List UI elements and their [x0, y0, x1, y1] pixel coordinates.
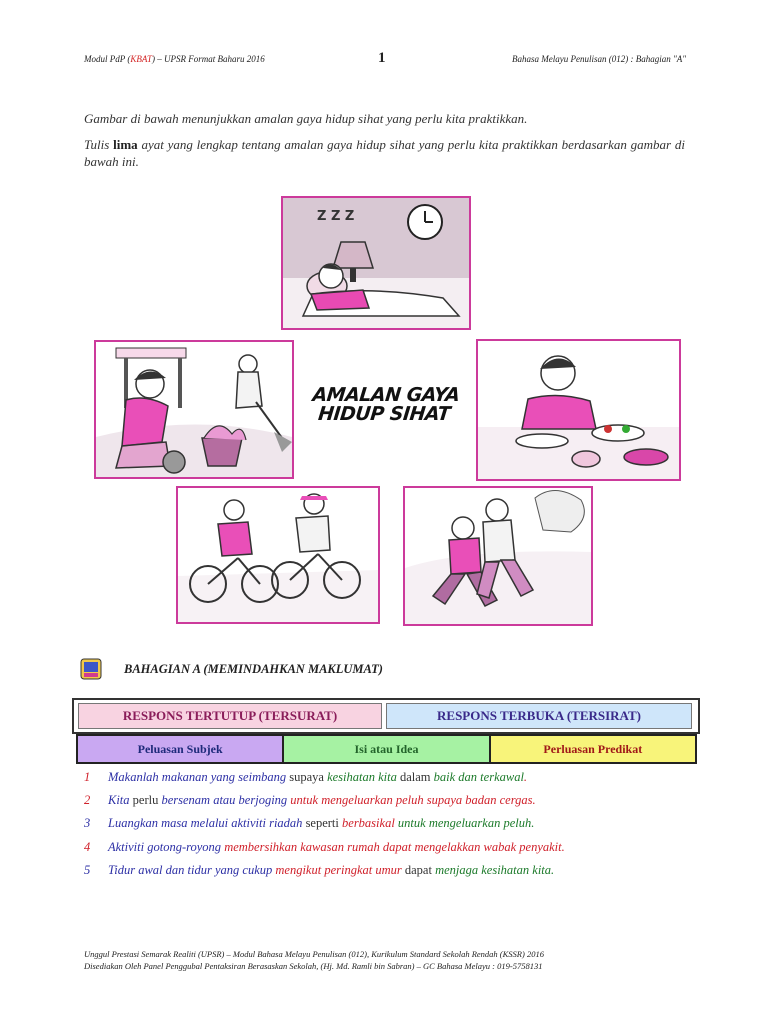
example-number: 1	[84, 770, 91, 784]
response-header-row	[72, 698, 700, 734]
header-kbat: KBAT	[130, 54, 152, 64]
subject-phrase: Makanlah makanan yang seimbang	[108, 770, 287, 784]
footer-line-2: Disediakan Oleh Panel Penggubal Pentaksiran Berasaskan Sekolah, (Hj. Md. Ramli bin Sabran) – GC Bahasa Melayu : 019-5758131	[84, 961, 543, 971]
instruction-line-1: Gambar di bawah menunjukkan amalan gaya hidup sihat yang perlu kita praktikkan.	[84, 111, 528, 126]
instruction-bold-word: lima	[113, 137, 138, 152]
picture-eating	[476, 339, 681, 481]
header-prefix: Modul PdP (	[84, 54, 131, 64]
picture-cycling	[176, 486, 380, 624]
instruction-line-2	[84, 136, 685, 170]
connector: dapat	[401, 863, 436, 877]
picture-jogging	[403, 486, 593, 626]
zzz-text: Z Z Z	[317, 209, 355, 224]
subject-phrase: Kita	[108, 793, 130, 807]
book-icon	[78, 656, 104, 682]
category-subject: Peluasan Subjek	[78, 736, 284, 762]
idea-phrase: untuk mengeluarkan peluh.	[397, 816, 535, 830]
example-number: 2	[84, 793, 91, 807]
center-title-line-1: AMALAN GAYA	[311, 384, 461, 406]
picture-sleeping	[281, 196, 471, 330]
predicate-phrase: berbasikal	[342, 816, 395, 830]
response-open-label: RESPONS TERBUKA (TERSIRAT)	[386, 703, 692, 729]
gardening-illustration	[96, 342, 292, 477]
header-suffix: ) – UPSR Format Baharu 2016	[152, 54, 265, 64]
header-module-title	[84, 54, 265, 64]
cycling-illustration	[178, 488, 378, 622]
sleeping-illustration	[283, 198, 469, 328]
instruction-suffix: ayat yang lengkap tentang amalan gaya hidup sihat yang perlu kita praktikkan berdasarkan gambar di bawah ini.	[84, 137, 686, 169]
subject-phrase: Tidur awal dan tidur yang cukup	[108, 863, 273, 877]
predicate-phrase: mengikut peringkat umur	[275, 863, 402, 877]
idea-phrase: kesihatan kita	[327, 770, 397, 784]
header-subject: Bahasa Melayu Penulisan (012) : Bahagian "A"	[511, 54, 686, 64]
punctuation: .	[523, 770, 528, 784]
example-number: 5	[84, 863, 91, 877]
category-predicate: Perluasan Predikat	[491, 736, 695, 762]
example-number: 4	[84, 840, 91, 854]
idea-phrase: baik dan terkawal	[433, 770, 524, 784]
response-closed-label: RESPONS TERTUTUP (TERSURAT)	[78, 703, 382, 729]
jogging-illustration	[405, 488, 591, 624]
predicate-phrase: untuk mengeluarkan peluh supaya badan cergas.	[290, 793, 536, 807]
instruction-prefix: Tulis	[84, 137, 114, 152]
footer-line-1: Unggul Prestasi Semarak Realiti (UPSR) – Modul Bahasa Melayu Penulisan (012), Kurikulum Standard Sekolah Rendah (KSSR) 2016	[84, 949, 544, 959]
example-sentence	[84, 769, 527, 785]
subject-phrase: bersenam atau berjoging	[161, 793, 288, 807]
category-legend	[76, 734, 697, 764]
connector: seperti	[302, 816, 343, 830]
example-sentence	[84, 815, 534, 831]
center-title-line-2: HIDUP SIHAT	[317, 403, 452, 425]
eating-illustration	[478, 341, 679, 479]
illustration-center-title	[303, 386, 467, 424]
subject-phrase: Luangkan masa melalui aktiviti riadah	[108, 816, 303, 830]
idea-phrase: menjaga kesihatan kita.	[435, 863, 555, 877]
subject-phrase: Aktiviti gotong-royong	[108, 840, 222, 854]
predicate-phrase: membersihkan kawasan rumah dapat mengelakkan wabak penyakit.	[224, 840, 565, 854]
connector: supaya	[286, 770, 328, 784]
example-number: 3	[84, 816, 91, 830]
example-sentence	[84, 792, 536, 808]
example-sentence	[84, 862, 554, 878]
picture-gardening	[94, 340, 294, 479]
connector: dalam	[396, 770, 434, 784]
connector: perlu	[129, 793, 162, 807]
section-title: BAHAGIAN A (MEMINDAHKAN MAKLUMAT)	[124, 662, 383, 676]
example-sentence	[84, 839, 565, 855]
page-number: 1	[378, 50, 386, 66]
category-content: Isi atau Idea	[284, 736, 490, 762]
